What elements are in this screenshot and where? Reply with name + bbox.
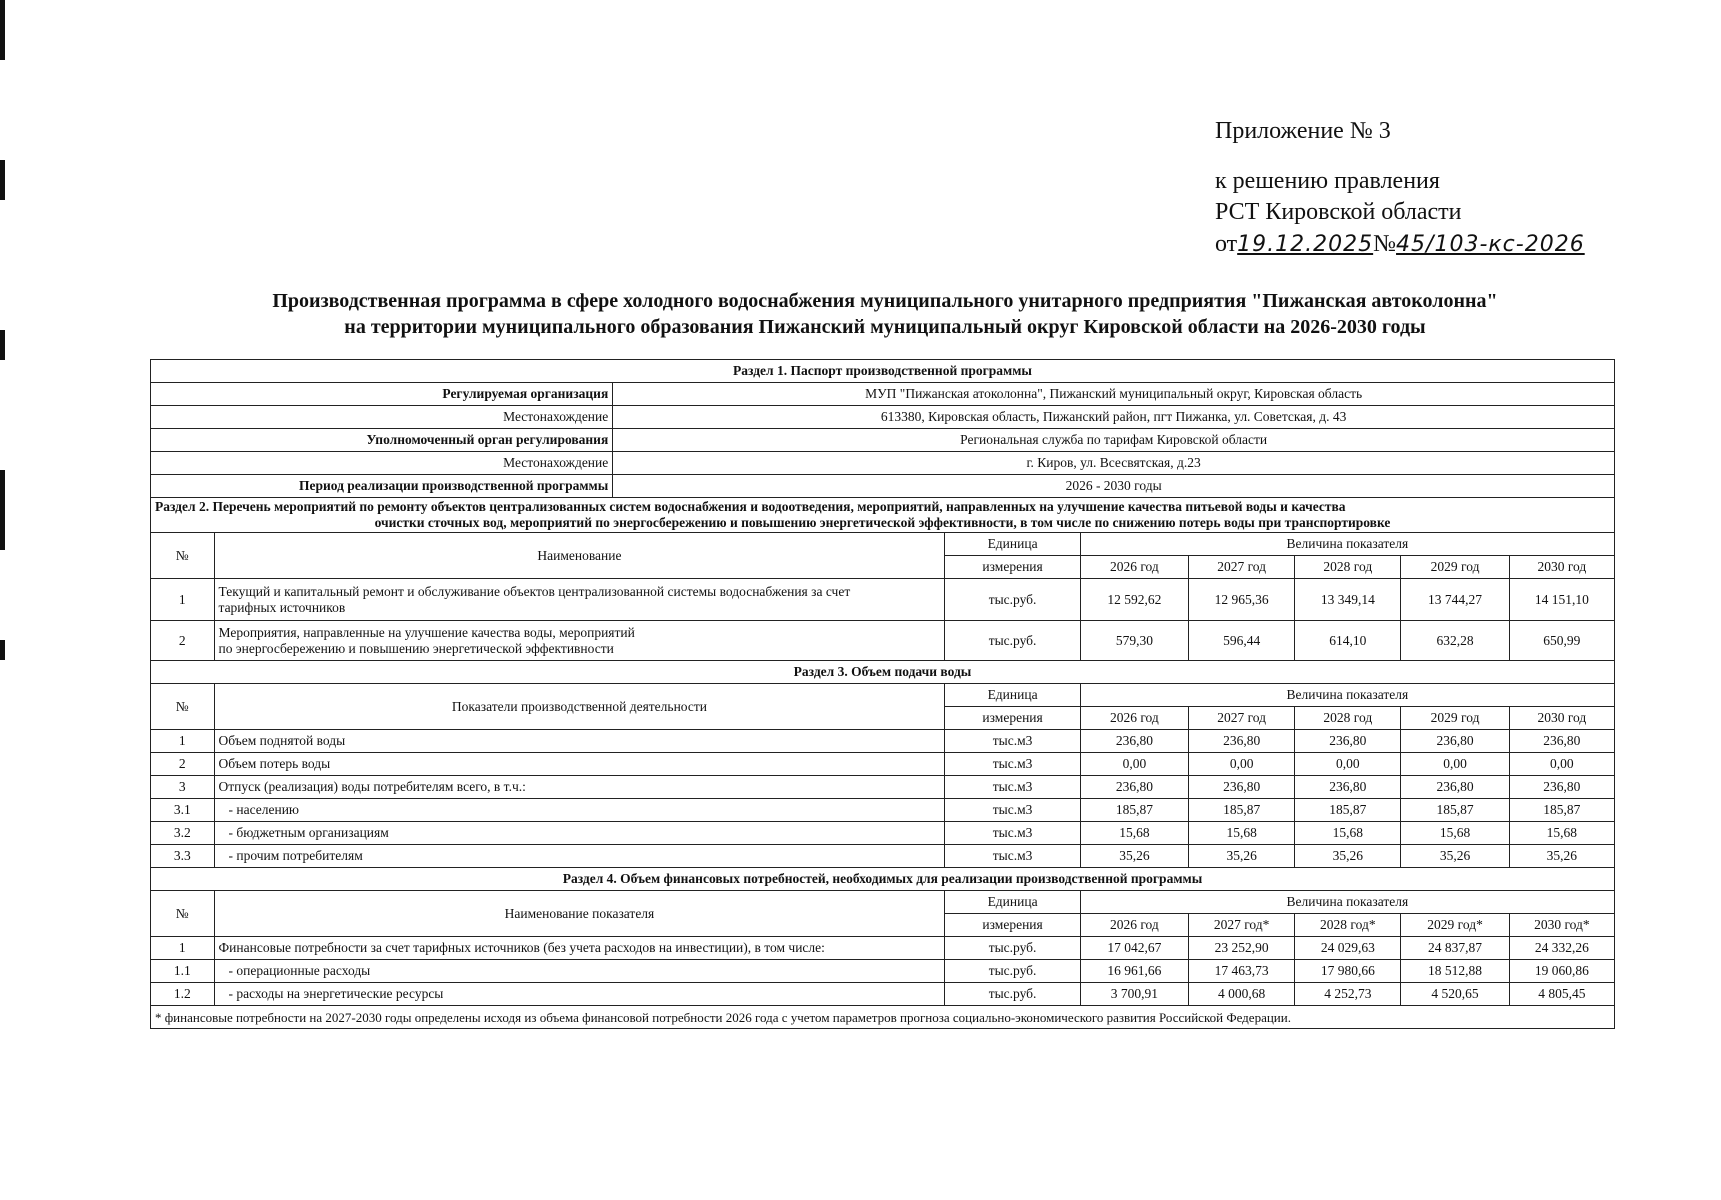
row-value: 15,68 bbox=[1401, 822, 1509, 845]
row-name bbox=[214, 579, 945, 621]
passport-label: Регулируемая организация bbox=[151, 383, 613, 406]
row-number: 2 bbox=[151, 621, 215, 661]
scan-edge-mark bbox=[0, 470, 5, 550]
row-value: 236,80 bbox=[1295, 730, 1401, 753]
year-header: 2029 год* bbox=[1401, 914, 1509, 937]
row-unit: тыс.м3 bbox=[945, 776, 1080, 799]
year-header: 2027 год bbox=[1189, 556, 1295, 579]
row-value: 24 332,26 bbox=[1509, 937, 1614, 960]
year-header: 2029 год bbox=[1401, 707, 1509, 730]
row-value: 3 700,91 bbox=[1080, 983, 1188, 1006]
annex-number: 45/103-кс-2026 bbox=[1396, 231, 1585, 257]
row-number: 3 bbox=[151, 776, 215, 799]
table-row bbox=[151, 730, 1615, 753]
col-unit-header-1: Единица bbox=[945, 684, 1080, 707]
year-header: 2026 год bbox=[1080, 556, 1188, 579]
col-name-header: Показатели производственной деятельности bbox=[214, 684, 945, 730]
row-value: 0,00 bbox=[1401, 753, 1509, 776]
row-unit: тыс.руб. bbox=[945, 960, 1080, 983]
row-value: 185,87 bbox=[1189, 799, 1295, 822]
table-row bbox=[151, 776, 1615, 799]
row-value: 185,87 bbox=[1401, 799, 1509, 822]
row-name: Объем потерь воды bbox=[214, 753, 945, 776]
row-value: 185,87 bbox=[1509, 799, 1614, 822]
row-name: Отпуск (реализация) воды потребителям всего, в т.ч.: bbox=[214, 776, 945, 799]
annex-number-prefix: № bbox=[1373, 230, 1397, 257]
row-value: 16 961,66 bbox=[1080, 960, 1188, 983]
table-row bbox=[151, 621, 1615, 661]
table-row bbox=[151, 822, 1615, 845]
scan-edge-mark bbox=[0, 330, 5, 360]
year-header: 2030 год bbox=[1509, 556, 1614, 579]
passport-label: Период реализации производственной программы bbox=[151, 475, 613, 498]
annex-title: Приложение № 3 bbox=[1215, 118, 1391, 144]
row-unit: тыс.м3 bbox=[945, 845, 1080, 868]
row-name-line2: по энергосбережению и повышению энергетической эффективности bbox=[218, 640, 614, 656]
row-value: 236,80 bbox=[1080, 776, 1188, 799]
row-value: 4 000,68 bbox=[1189, 983, 1295, 1006]
row-value: 236,80 bbox=[1401, 730, 1509, 753]
year-header: 2030 год* bbox=[1509, 914, 1614, 937]
section2-heading bbox=[151, 498, 1615, 533]
section2-header-row bbox=[151, 533, 1615, 556]
row-number: 1.1 bbox=[151, 960, 215, 983]
row-value: 15,68 bbox=[1509, 822, 1614, 845]
passport-value: Региональная служба по тарифам Кировской области bbox=[613, 429, 1615, 452]
passport-row bbox=[151, 406, 1615, 429]
col-value-header: Величина показателя bbox=[1080, 891, 1614, 914]
row-value: 236,80 bbox=[1509, 776, 1614, 799]
annex-line2: РСТ Кировской области bbox=[1215, 199, 1462, 226]
row-value: 236,80 bbox=[1509, 730, 1614, 753]
table-row bbox=[151, 579, 1615, 621]
table-row bbox=[151, 937, 1615, 960]
passport-value: 613380, Кировская область, Пижанский район, пгт Пижанка, ул. Советская, д. 43 bbox=[613, 406, 1615, 429]
row-value: 579,30 bbox=[1080, 621, 1188, 661]
table-row bbox=[151, 845, 1615, 868]
row-unit: тыс.руб. bbox=[945, 937, 1080, 960]
footnote-row bbox=[151, 1006, 1615, 1029]
row-name-line1: Текущий и капитальный ремонт и обслуживание объектов централизованной системы водоснабжения за счет bbox=[218, 583, 851, 599]
row-value: 23 252,90 bbox=[1189, 937, 1295, 960]
row-unit: тыс.руб. bbox=[945, 983, 1080, 1006]
passport-value: г. Киров, ул. Всесвятская, д.23 bbox=[613, 452, 1615, 475]
row-value: 4 252,73 bbox=[1295, 983, 1401, 1006]
row-value: 0,00 bbox=[1509, 753, 1614, 776]
section3-heading-row bbox=[151, 661, 1615, 684]
row-value: 0,00 bbox=[1295, 753, 1401, 776]
row-value: 4 520,65 bbox=[1401, 983, 1509, 1006]
scan-edge-mark bbox=[0, 160, 5, 200]
row-value: 35,26 bbox=[1509, 845, 1614, 868]
row-value: 17 980,66 bbox=[1295, 960, 1401, 983]
row-value: 19 060,86 bbox=[1509, 960, 1614, 983]
passport-label: Местонахождение bbox=[151, 452, 613, 475]
scan-edge-mark bbox=[0, 640, 5, 660]
col-unit-header-1: Единица bbox=[945, 533, 1080, 556]
scan-edge-mark bbox=[0, 0, 5, 60]
row-value: 35,26 bbox=[1295, 845, 1401, 868]
row-value: 236,80 bbox=[1189, 730, 1295, 753]
year-header: 2028 год bbox=[1295, 556, 1401, 579]
row-name-line1: Мероприятия, направленные на улучшение качества воды, мероприятий bbox=[218, 624, 635, 640]
document-title bbox=[150, 288, 1620, 340]
annex-line1: к решению правления bbox=[1215, 167, 1440, 194]
row-value: 35,26 bbox=[1080, 845, 1188, 868]
col-unit-header-2: измерения bbox=[945, 707, 1080, 730]
row-value: 12 592,62 bbox=[1080, 579, 1188, 621]
row-number: 3.1 bbox=[151, 799, 215, 822]
section4-heading-row bbox=[151, 868, 1615, 891]
row-value: 632,28 bbox=[1401, 621, 1509, 661]
section1-heading: Раздел 1. Паспорт производственной программы bbox=[151, 360, 1615, 383]
year-header: 2028 год* bbox=[1295, 914, 1401, 937]
passport-label: Местонахождение bbox=[151, 406, 613, 429]
section4-header-row bbox=[151, 891, 1615, 914]
section2-heading-line2: очистки сточных вод, мероприятий по энергосбережению и повышению энергетической эффективности, в том числе по снижению потерь воды при транспортировке bbox=[374, 515, 1391, 531]
passport-row bbox=[151, 452, 1615, 475]
year-header: 2027 год* bbox=[1189, 914, 1295, 937]
row-unit: тыс.руб. bbox=[945, 579, 1080, 621]
col-value-header: Величина показателя bbox=[1080, 533, 1614, 556]
row-name: - расходы на энергетические ресурсы bbox=[214, 983, 945, 1006]
row-unit: тыс.руб. bbox=[945, 621, 1080, 661]
row-value: 24 029,63 bbox=[1295, 937, 1401, 960]
row-value: 236,80 bbox=[1401, 776, 1509, 799]
row-value: 236,80 bbox=[1295, 776, 1401, 799]
year-header: 2026 год bbox=[1080, 914, 1188, 937]
row-value: 12 965,36 bbox=[1189, 579, 1295, 621]
section2-heading-line1: Раздел 2. Перечень мероприятий по ремонту объектов централизованных систем водоснабжения и водоотведения, мероприятий, направленных на улучшение качества питьевой воды и качества bbox=[155, 499, 1346, 514]
row-value: 15,68 bbox=[1189, 822, 1295, 845]
row-number: 2 bbox=[151, 753, 215, 776]
passport-value: 2026 - 2030 годы bbox=[613, 475, 1615, 498]
row-value: 0,00 bbox=[1189, 753, 1295, 776]
year-header: 2030 год bbox=[1509, 707, 1614, 730]
row-value: 15,68 bbox=[1080, 822, 1188, 845]
row-unit: тыс.м3 bbox=[945, 730, 1080, 753]
section4-heading: Раздел 4. Объем финансовых потребностей, необходимых для реализации производственной программы bbox=[151, 868, 1615, 891]
passport-label: Уполномоченный орган регулирования bbox=[151, 429, 613, 452]
row-name: Финансовые потребности за счет тарифных источников (без учета расходов на инвестиции), в том числе: bbox=[214, 937, 945, 960]
row-value: 650,99 bbox=[1509, 621, 1614, 661]
row-number: 3.3 bbox=[151, 845, 215, 868]
program-table bbox=[150, 359, 1615, 1029]
row-unit: тыс.м3 bbox=[945, 799, 1080, 822]
year-header: 2028 год bbox=[1295, 707, 1401, 730]
row-name: - бюджетным организациям bbox=[214, 822, 945, 845]
table-row bbox=[151, 983, 1615, 1006]
col-no-header: № bbox=[151, 684, 215, 730]
row-name: - операционные расходы bbox=[214, 960, 945, 983]
row-value: 0,00 bbox=[1080, 753, 1188, 776]
passport-row bbox=[151, 475, 1615, 498]
col-no-header: № bbox=[151, 891, 215, 937]
row-unit: тыс.м3 bbox=[945, 753, 1080, 776]
annex-block bbox=[1215, 118, 1585, 262]
annex-date: 19.12.2025 bbox=[1237, 231, 1374, 257]
row-number: 1.2 bbox=[151, 983, 215, 1006]
annex-date-prefix: от bbox=[1215, 230, 1238, 257]
row-value: 596,44 bbox=[1189, 621, 1295, 661]
section3-header-row bbox=[151, 684, 1615, 707]
year-header: 2029 год bbox=[1401, 556, 1509, 579]
section1-heading-row bbox=[151, 360, 1615, 383]
row-value: 185,87 bbox=[1295, 799, 1401, 822]
section3-heading: Раздел 3. Объем подачи воды bbox=[151, 661, 1615, 684]
row-value: 17 042,67 bbox=[1080, 937, 1188, 960]
passport-row bbox=[151, 383, 1615, 406]
row-value: 15,68 bbox=[1295, 822, 1401, 845]
row-value: 18 512,88 bbox=[1401, 960, 1509, 983]
table-row bbox=[151, 960, 1615, 983]
row-value: 236,80 bbox=[1189, 776, 1295, 799]
year-header: 2026 год bbox=[1080, 707, 1188, 730]
row-value: 24 837,87 bbox=[1401, 937, 1509, 960]
row-value: 236,80 bbox=[1080, 730, 1188, 753]
title-line2: на территории муниципального образования Пижанский муниципальный округ Кировской области на 2026-2030 годы bbox=[344, 316, 1426, 338]
col-name-header: Наименование показателя bbox=[214, 891, 945, 937]
row-name: - прочим потребителям bbox=[214, 845, 945, 868]
row-value: 4 805,45 bbox=[1509, 983, 1614, 1006]
row-value: 35,26 bbox=[1189, 845, 1295, 868]
row-name-line2: тарифных источников bbox=[218, 599, 346, 615]
col-unit-header-1: Единица bbox=[945, 891, 1080, 914]
table-row bbox=[151, 799, 1615, 822]
row-number: 1 bbox=[151, 937, 215, 960]
section2-heading-row bbox=[151, 498, 1615, 533]
annex-date-line bbox=[1215, 231, 1585, 259]
year-header: 2027 год bbox=[1189, 707, 1295, 730]
row-value: 13 349,14 bbox=[1295, 579, 1401, 621]
row-value: 14 151,10 bbox=[1509, 579, 1614, 621]
col-name-header: Наименование bbox=[214, 533, 945, 579]
passport-value: МУП "Пижанская атоколонна", Пижанский муниципальный округ, Кировская область bbox=[613, 383, 1615, 406]
col-no-header: № bbox=[151, 533, 215, 579]
table-row bbox=[151, 753, 1615, 776]
row-number: 1 bbox=[151, 730, 215, 753]
passport-row bbox=[151, 429, 1615, 452]
col-unit-header-2: измерения bbox=[945, 556, 1080, 579]
row-unit: тыс.м3 bbox=[945, 822, 1080, 845]
row-name bbox=[214, 621, 945, 661]
row-name: - населению bbox=[214, 799, 945, 822]
row-number: 3.2 bbox=[151, 822, 215, 845]
row-value: 614,10 bbox=[1295, 621, 1401, 661]
col-unit-header-2: измерения bbox=[945, 914, 1080, 937]
row-name: Объем поднятой воды bbox=[214, 730, 945, 753]
col-value-header: Величина показателя bbox=[1080, 684, 1614, 707]
row-value: 17 463,73 bbox=[1189, 960, 1295, 983]
title-line1: Производственная программа в сфере холодного водоснабжения муниципального унитарного предприятия "Пижанская автоколонна" bbox=[272, 290, 1498, 312]
row-value: 185,87 bbox=[1080, 799, 1188, 822]
row-number: 1 bbox=[151, 579, 215, 621]
row-value: 13 744,27 bbox=[1401, 579, 1509, 621]
row-value: 35,26 bbox=[1401, 845, 1509, 868]
footnote: * финансовые потребности на 2027-2030 годы определены исходя из объема финансовой потребности 2026 года с учетом параметров прогноза социально-экономического развития Российской Федерации. bbox=[151, 1006, 1615, 1029]
